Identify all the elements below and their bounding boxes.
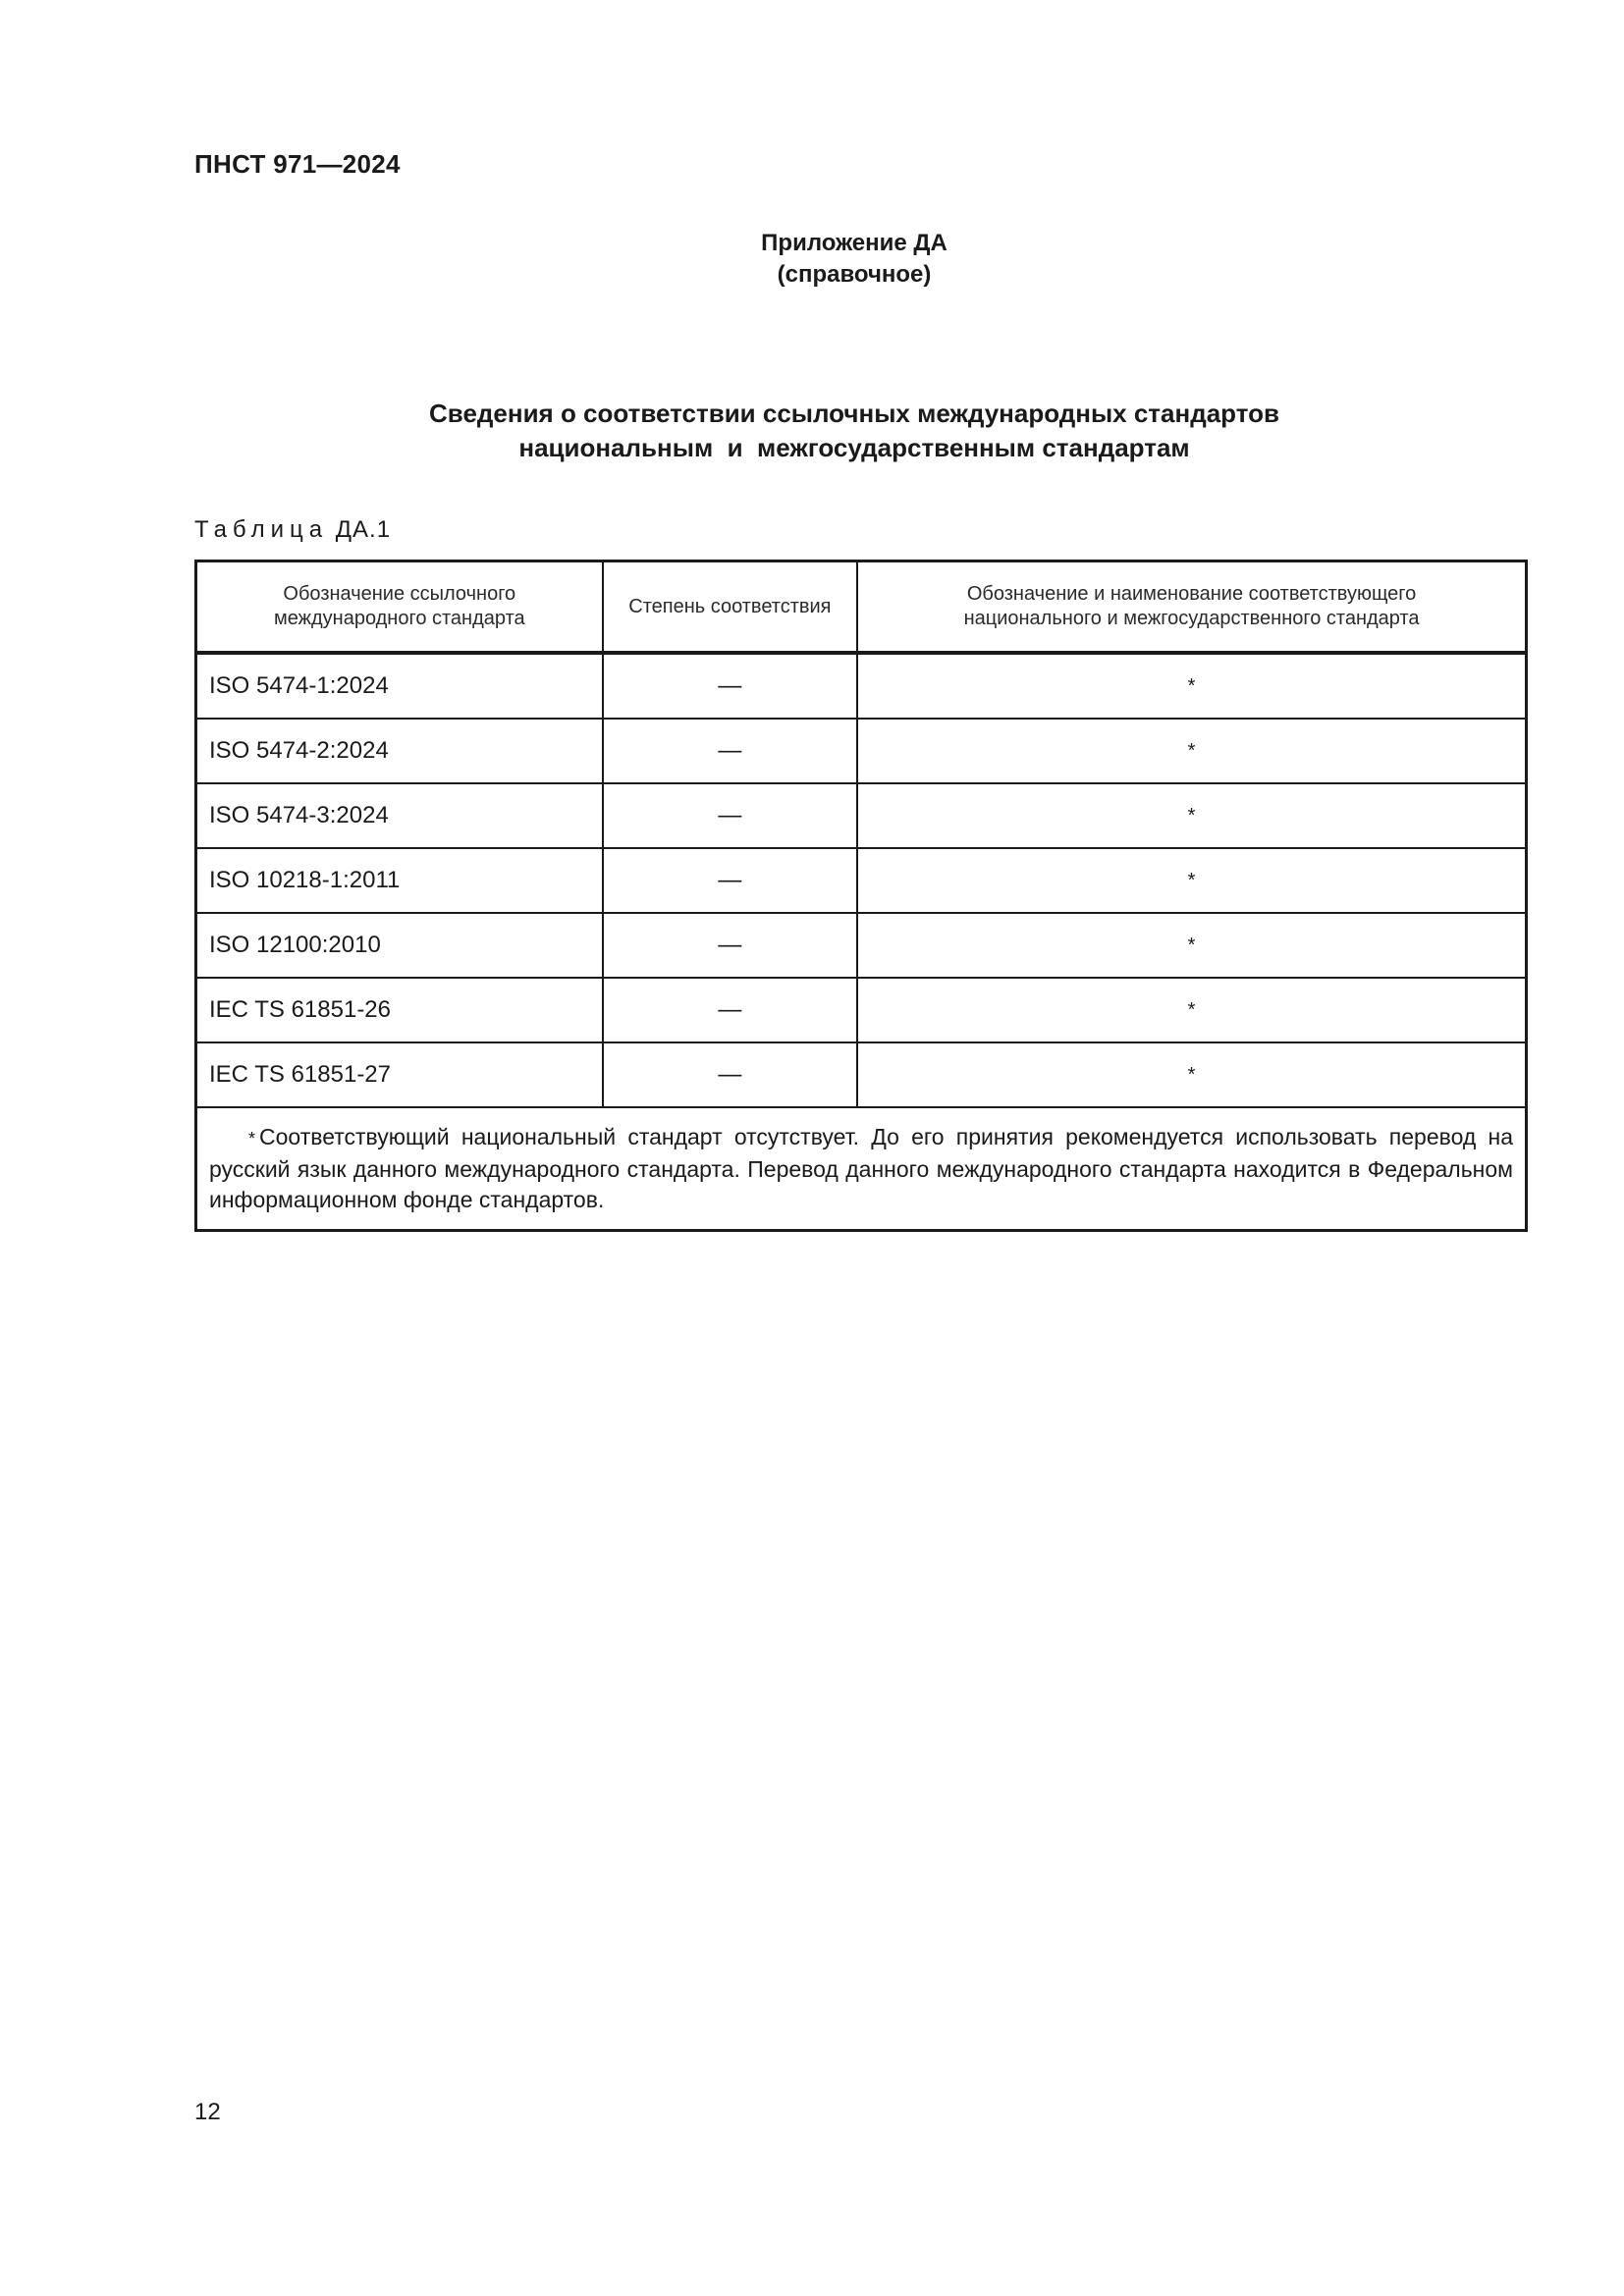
table-caption <box>194 516 391 544</box>
degree-cell: — <box>603 978 858 1042</box>
degree-cell: — <box>603 1042 858 1107</box>
table-caption-word: Таблица <box>194 516 329 543</box>
degree-cell: — <box>603 719 858 783</box>
degree-cell: — <box>603 653 858 719</box>
degree-cell: — <box>603 848 858 913</box>
national-standard-cell: * <box>857 913 1526 978</box>
table-caption-number: ДА.1 <box>335 516 392 543</box>
degree-cell: — <box>603 783 858 848</box>
reference-standard-cell: ISO 12100:2010 <box>196 913 603 978</box>
footnote-text: Соответствующий национальный стандарт отсутствует. До его принятия рекомендуется использовать перевод на русский язык данного международного стандарта. Перевод данного международного стандарта находится в Федеральном информационном фонде стандартов. <box>209 1124 1513 1212</box>
table-row <box>196 1042 1527 1107</box>
footnote-mark: * <box>248 1129 256 1148</box>
section-title-line-1: Сведения о соответствии ссылочных международных стандартов <box>429 399 1279 428</box>
degree-cell: — <box>603 913 858 978</box>
document-code: ПНСТ 971—2024 <box>194 149 401 179</box>
reference-standard-cell: ISO 5474-1:2024 <box>196 653 603 719</box>
national-standard-cell: * <box>857 783 1526 848</box>
reference-standard-cell: ISO 5474-3:2024 <box>196 783 603 848</box>
correspondence-table <box>194 560 1528 1232</box>
table-row <box>196 653 1527 719</box>
reference-standard-cell: IEC TS 61851-26 <box>196 978 603 1042</box>
table-row <box>196 978 1527 1042</box>
reference-standard-cell: IEC TS 61851-27 <box>196 1042 603 1107</box>
header-degree-of-conformity: Степень соответствия <box>603 561 858 654</box>
table-row <box>196 719 1527 783</box>
header-national-standard: Обозначение и наименование соответствующего национального и межгосударственного стандарта <box>857 561 1526 654</box>
section-title <box>0 397 1624 465</box>
header-reference-standard: Обозначение ссылочного международного стандарта <box>196 561 603 654</box>
national-standard-cell: * <box>857 1042 1526 1107</box>
table-row <box>196 783 1527 848</box>
page-number: 12 <box>194 2099 221 2125</box>
appendix-heading <box>0 228 1624 291</box>
appendix-subtitle: (справочное) <box>777 261 932 288</box>
table-footnote-row <box>196 1107 1527 1231</box>
table-row <box>196 848 1527 913</box>
table-header-row <box>196 561 1527 654</box>
national-standard-cell: * <box>857 848 1526 913</box>
national-standard-cell: * <box>857 978 1526 1042</box>
section-title-line-2: национальным и межгосударственным стандартам <box>518 433 1190 462</box>
national-standard-cell: * <box>857 719 1526 783</box>
table-row <box>196 913 1527 978</box>
appendix-title: Приложение ДА <box>761 230 947 256</box>
reference-standard-cell: ISO 10218-1:2011 <box>196 848 603 913</box>
national-standard-cell: * <box>857 653 1526 719</box>
table-footnote <box>196 1107 1527 1231</box>
reference-standard-cell: ISO 5474-2:2024 <box>196 719 603 783</box>
